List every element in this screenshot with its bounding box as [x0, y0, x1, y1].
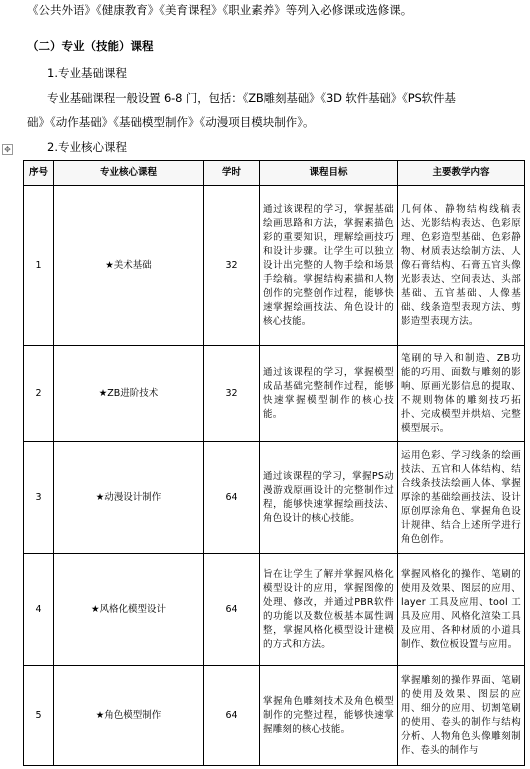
row-goal: 旨在让学生了解并掌握风格化模型设计的应用，掌握图像的处理、修改，并通过PBR软件的功能以及数位板基本属性调整，掌握风格化模型设计建模的方式和方法。: [260, 554, 398, 666]
row-no: 2: [24, 346, 54, 442]
row-hours: 32: [204, 186, 260, 346]
row-no: 5: [24, 666, 54, 766]
row-content: 掌握雕刻的操作界面、笔刷的使用及效果、图层的应用、细分的应用、切割笔刷的使用、卷头的制作与结构分析、人物角色头像雕刻制作、卷头的制作与: [398, 666, 525, 766]
header-content: 主要教学内容: [398, 161, 525, 186]
row-course: ★动漫设计制作: [54, 442, 204, 554]
intro-line: 《公共外语》《健康教育》《美育课程》《职业素养》等列入必修课或选修课。: [27, 3, 413, 17]
row-goal: 通过该课程的学习，掌握模型成品基础完整制作过程，能够快速掌握模型制作的核心技能。: [260, 346, 398, 442]
header-course: 专业核心课程: [54, 161, 204, 186]
header-hours: 学时: [204, 161, 260, 186]
table-header-row: [24, 161, 525, 186]
core-course-table: [23, 160, 525, 766]
table-row: [24, 442, 525, 554]
table-row: [24, 186, 525, 346]
row-course: ★ZB进阶技术: [54, 346, 204, 442]
row-content: 掌握风格化的操作、笔刷的使用及效果、图层的应用、layer 工具及应用、tool 工具及应用、风格化渲染工具及应用、各种材质的小道具制作、数位板设置与应用。: [398, 554, 525, 666]
row-no: 3: [24, 442, 54, 554]
sub1-text-line2: 础》《动作基础》《基础模型制作》《动漫项目模块制作》。: [27, 115, 315, 129]
row-content: 运用色彩、学习线条的绘画技法、五官和人体结构、结合线条技法绘画人体、掌握厚涂的基础绘画技法、设计原创厚涂角色、掌握角色设计规律、结合上述所学进行角色创作。: [398, 442, 525, 554]
row-no: 4: [24, 554, 54, 666]
row-content: 笔刷的导入和制造、ZB功能的巧用、面数与雕刻的影响、原画光影信息的提取、不规则物体的雕刻技巧拓扑、完成模型并烘焙、完整模型展示。: [398, 346, 525, 442]
row-content: 几何体、静物结构线稿表达、光影结构表达、色彩原理、色彩造型基础、色彩静物、材质表达绘制方法、人像石膏结构、石膏五官头像光影表达、空间表达、头部基础、五官基础、人像基础、线条造型表现方法、剪影造型表现方法。: [398, 186, 525, 346]
row-no: 1: [24, 186, 54, 346]
row-goal: 通过该课程的学习，掌握基础绘画思路和方法，掌握素描色彩的重要知识，理解绘画技巧和设计步骤。让学生可以独立设计出完整的人物手绘和场景手绘稿。掌握结构素描和人物创作的完整创作过程，能够快速掌握绘画技法、角色设计的核心技能。: [260, 186, 398, 346]
row-course: ★美术基础: [54, 186, 204, 346]
sub2-heading: 2.专业核心课程: [47, 140, 127, 154]
header-no: 序号: [24, 161, 54, 186]
section-heading: （二）专业（技能）课程: [27, 39, 154, 53]
row-course: ★角色模型制作: [54, 666, 204, 766]
row-course: ★风格化模型设计: [54, 554, 204, 666]
row-hours: 64: [204, 442, 260, 554]
row-goal: 掌握角色雕刻技术及角色模型制作的完整过程，能够快速掌握雕刻的核心技能。: [260, 666, 398, 766]
row-hours: 32: [204, 346, 260, 442]
sub1-heading: 1.专业基础课程: [47, 66, 127, 80]
row-hours: 64: [204, 666, 260, 766]
table-row: [24, 346, 525, 442]
row-goal: 通过该课程的学习，掌握PS动漫游戏原画设计的完整制作过程，能够快速掌握绘画技法、角色设计的核心技能。: [260, 442, 398, 554]
header-goal: 课程目标: [260, 161, 398, 186]
table-row: [24, 554, 525, 666]
row-hours: 64: [204, 554, 260, 666]
sub1-text-line1: 专业基础课程一般设置 6-8 门，包括：《ZB雕刻基础》《3D 软件基础》《PS软件基: [47, 91, 456, 105]
table-row: [24, 666, 525, 766]
move-anchor-icon[interactable]: ✥: [2, 144, 13, 155]
